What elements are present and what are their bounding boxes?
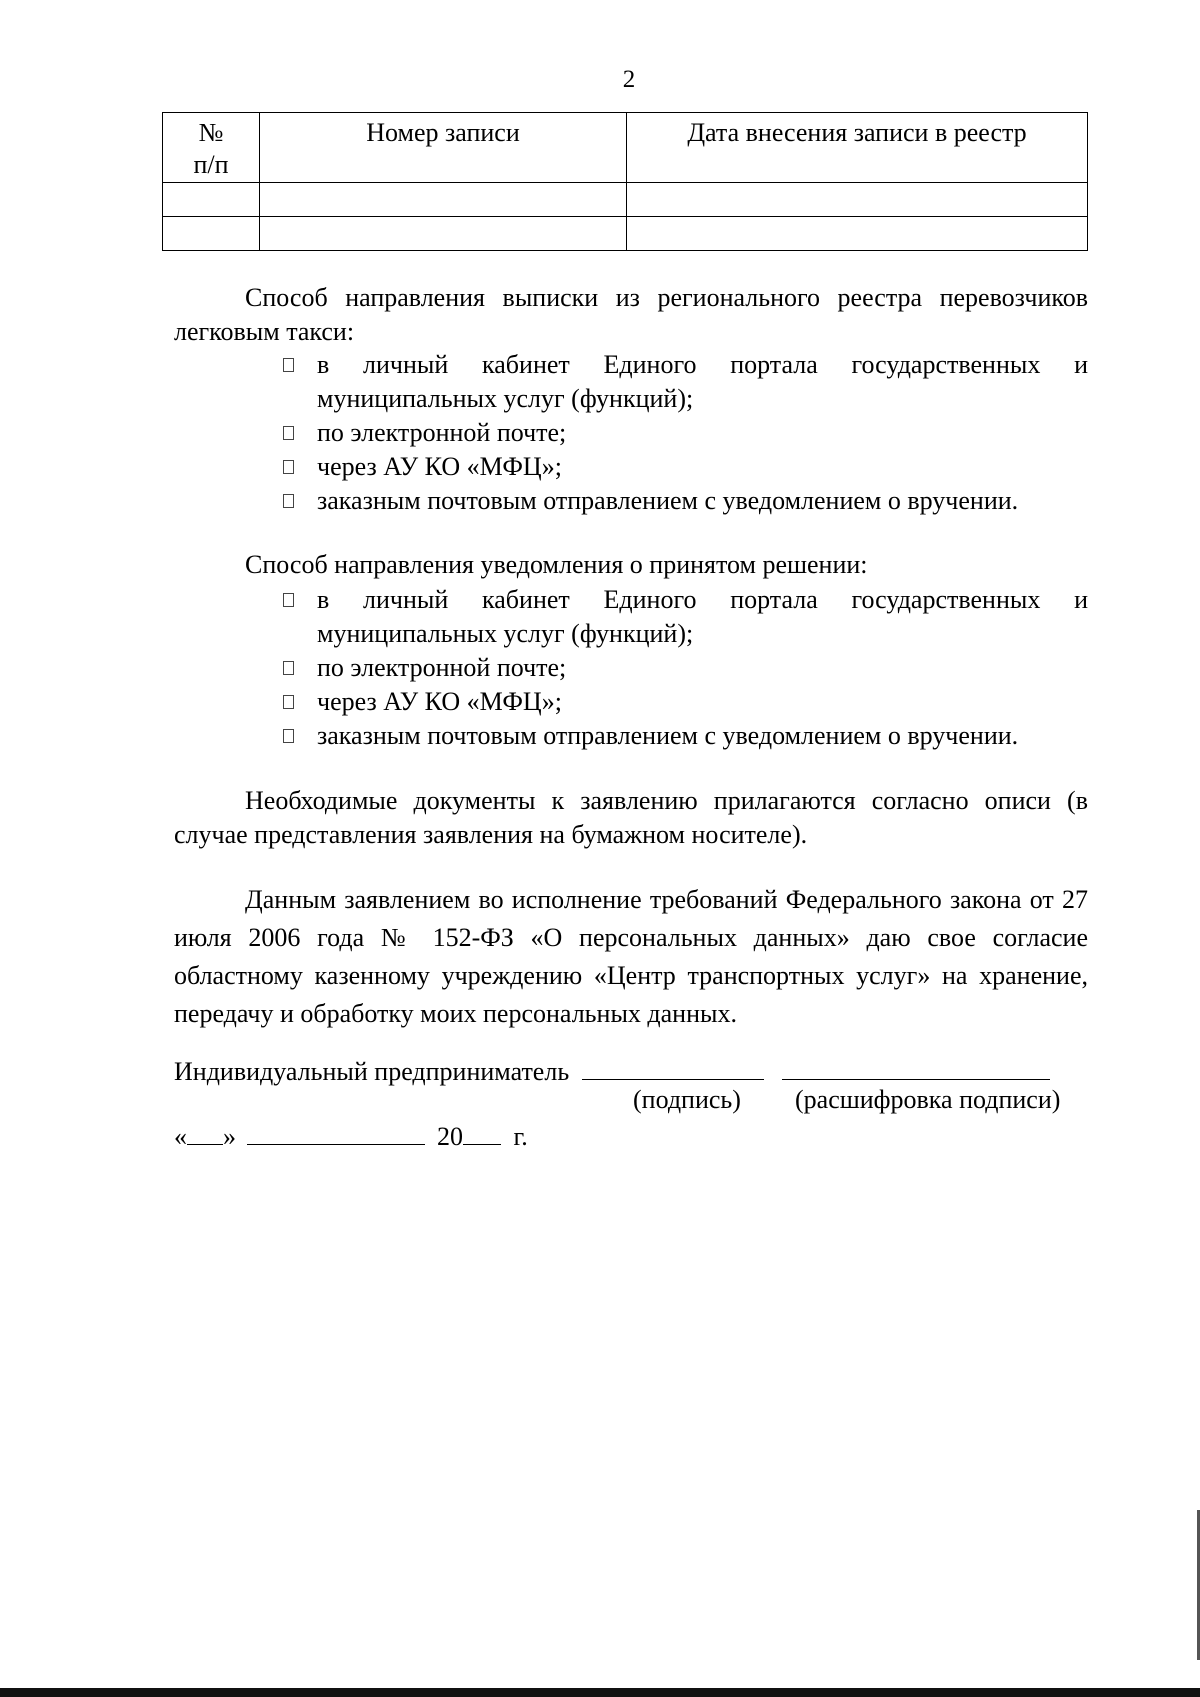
- checkbox-icon[interactable]: [283, 358, 294, 372]
- notice-option-registered-mail[interactable]: [283, 719, 1088, 753]
- option-label: по электронной почте;: [317, 653, 567, 682]
- page-number: 2: [622, 66, 636, 93]
- year-field[interactable]: [463, 1118, 501, 1145]
- table-cell[interactable]: [163, 183, 260, 217]
- scan-edge-bottom: [0, 1688, 1200, 1697]
- option-label: по электронной почте;: [317, 418, 567, 447]
- checkbox-icon[interactable]: [283, 460, 294, 474]
- column-header-record-number: Номер записи: [260, 113, 627, 183]
- documents-paragraph: Необходимые документы к заявлению прилагаются согласно описи (в случае представления заявления на бумажном носителе).: [174, 786, 1088, 849]
- signature-decoding-caption: (расшифровка подписи): [795, 1085, 1061, 1114]
- checkbox-icon[interactable]: [283, 729, 294, 743]
- table-cell[interactable]: [627, 183, 1088, 217]
- month-field[interactable]: [247, 1118, 425, 1145]
- year-prefix: 20: [437, 1122, 463, 1151]
- table-cell[interactable]: [163, 217, 260, 251]
- signature-caption: (подпись): [633, 1085, 741, 1114]
- year-suffix: г.: [513, 1122, 528, 1151]
- checkbox-icon[interactable]: [283, 593, 294, 607]
- checkbox-icon[interactable]: [283, 494, 294, 508]
- notice-option-email[interactable]: [283, 651, 1088, 685]
- date-line: [174, 1118, 528, 1152]
- consent-paragraph: Данным заявлением во исполнение требований Федерального закона от 27 июля 2006 года № 152-ФЗ «О персональных данных» даю свое согласие областному казенному учреждению «Центр транспортных услуг» на хранение, передачу и обработку моих персональных данных.: [174, 885, 1088, 1028]
- signature-decoding-field[interactable]: [782, 1053, 1050, 1080]
- extract-method-intro: Способ направления выписки из регионального реестра перевозчиков легковым такси:: [174, 283, 1088, 346]
- column-header-entry-date: Дата внесения записи в реестр: [627, 113, 1088, 183]
- extract-option-portal[interactable]: [283, 348, 1088, 416]
- table-header-row: [163, 113, 1088, 183]
- signature-line: [174, 1053, 1050, 1087]
- extract-option-mfc[interactable]: [283, 450, 1088, 484]
- column-header-number-label: № п/п: [193, 118, 229, 179]
- notice-method-options: [283, 583, 1088, 753]
- table-row: [163, 217, 1088, 251]
- table-cell[interactable]: [260, 217, 627, 251]
- checkbox-icon[interactable]: [283, 661, 294, 675]
- notice-option-mfc[interactable]: [283, 685, 1088, 719]
- option-label: в личный кабинет Единого портала государственных и муниципальных услуг (функций);: [317, 585, 1088, 648]
- option-label: через АУ КО «МФЦ»;: [317, 452, 562, 481]
- option-label: через АУ КО «МФЦ»;: [317, 687, 562, 716]
- notice-option-portal[interactable]: [283, 583, 1088, 651]
- extract-option-registered-mail[interactable]: [283, 484, 1088, 518]
- table-cell[interactable]: [260, 183, 627, 217]
- registry-record-table: [162, 112, 1088, 251]
- extract-method-options: [283, 348, 1088, 518]
- checkbox-icon[interactable]: [283, 426, 294, 440]
- date-close-quote: »: [223, 1122, 236, 1151]
- table-cell[interactable]: [627, 217, 1088, 251]
- date-open-quote: «: [174, 1122, 187, 1151]
- signature-field[interactable]: [582, 1053, 764, 1080]
- signature-label: Индивидуальный предприниматель: [174, 1057, 570, 1086]
- column-header-number: [163, 113, 260, 183]
- notice-method-intro: Способ направления уведомления о принятом решении:: [245, 550, 868, 579]
- table-row: [163, 183, 1088, 217]
- day-field[interactable]: [187, 1118, 223, 1145]
- checkbox-icon[interactable]: [283, 695, 294, 709]
- option-label: в личный кабинет Единого портала государственных и муниципальных услуг (функций);: [317, 350, 1088, 413]
- option-label: заказным почтовым отправлением с уведомлением о вручении.: [317, 486, 1019, 515]
- option-label: заказным почтовым отправлением с уведомлением о вручении.: [317, 721, 1019, 750]
- extract-option-email[interactable]: [283, 416, 1088, 450]
